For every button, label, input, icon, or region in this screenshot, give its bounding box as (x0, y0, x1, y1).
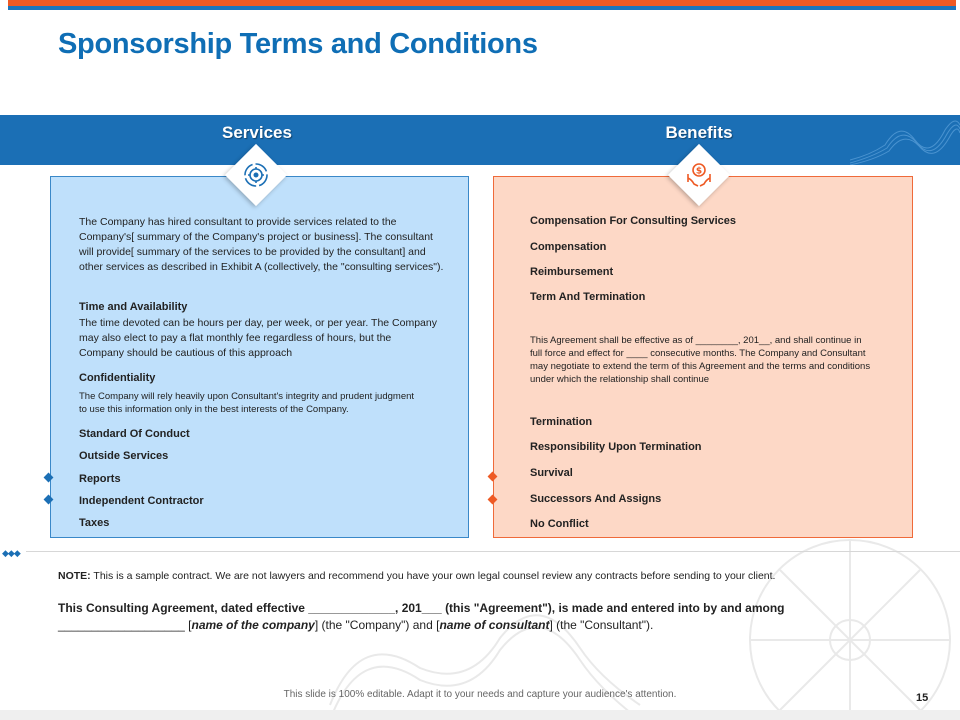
list-item: Reimbursement (530, 266, 614, 278)
services-heading: Services (222, 123, 292, 142)
agreement-text (58, 600, 898, 634)
company-placeholder: name of the company (191, 618, 315, 632)
time-availability-text: The time devoted can be hours per day, per week, or per year. The Company may also elect to pay a flat monthly fee regardless of hours, but the Company should be cautious of this approach (79, 317, 437, 359)
list-item: Taxes (79, 517, 110, 529)
top-accent-blue (8, 6, 956, 10)
note-label: NOTE: (58, 570, 91, 582)
agreement-line-2: ___________________ [name of the company] (the "Company") and [name of consultant] (the "Consultant"). (58, 618, 654, 632)
consultant-placeholder: name of consultant (439, 618, 550, 632)
list-item: Responsibility Upon Termination (530, 441, 702, 453)
wave-decoration (850, 115, 960, 165)
list-item: Compensation (530, 241, 607, 253)
section-header-band (0, 115, 960, 165)
gear-cycle-icon (241, 160, 271, 190)
list-item: Term And Termination (530, 291, 646, 303)
list-item: Compensation For Consulting Services (530, 215, 736, 227)
svg-text:$: $ (695, 166, 703, 177)
benefits-heading: Benefits (665, 123, 733, 142)
divider-line (26, 551, 960, 552)
page-number: 15 (916, 692, 929, 704)
list-item: Standard Of Conduct (79, 428, 190, 440)
list-item: Termination (530, 416, 593, 428)
page-title: Sponsorship Terms and Conditions (58, 28, 538, 60)
list-item: Independent Contractor (79, 495, 204, 507)
company-blank: ___________________ (58, 618, 185, 632)
footer-caption: This slide is 100% editable. Adapt it to your needs and capture your audience's attention. (283, 689, 677, 700)
term-text: This Agreement shall be effective as of ________, 201__, and shall continue in full force and effect for ____ consecutive months. The Company and Consultant may negotiate to extend the term of this Agreement and the terms and conditions under which the relationship shall continue (530, 335, 871, 385)
list-item: Outside Services (79, 450, 169, 462)
company-suffix: ] (the "Company") and [ (314, 618, 440, 632)
list-item: Reports (79, 473, 121, 485)
confidentiality-heading: Confidentiality (79, 372, 156, 384)
list-item: Successors And Assigns (530, 493, 662, 505)
consultant-suffix: ] (the "Consultant"). (549, 618, 654, 632)
time-availability-heading: Time and Availability (79, 301, 188, 313)
services-intro-text: The Company has hired consultant to provide services related to the Company's[ summary of the Company's project or business]. The consultant will provide[ summary of the services to be provided by the consultant] and other services as described in Exhibit A (collectively, the "consulting services"). (79, 216, 444, 273)
note-text (58, 570, 775, 582)
list-item: Survival (530, 467, 573, 479)
note-body: This is a sample contract. We are not lawyers and recommend you have your own legal counsel review any contracts before sending to your client. (90, 570, 776, 582)
money-hands-icon (684, 160, 714, 190)
confidentiality-text: The Company will rely heavily upon Consultant's integrity and prudent judgment to use this information only in the best interests of the Company. (79, 391, 415, 415)
list-item: No Conflict (530, 518, 589, 530)
agreement-line-1: This Consulting Agreement, dated effective _____________, 201___ (this "Agreement"), is made and entered into by and among (58, 601, 785, 615)
bottom-strip (0, 710, 960, 720)
divider-dots: ◆◆◆ (2, 548, 20, 558)
